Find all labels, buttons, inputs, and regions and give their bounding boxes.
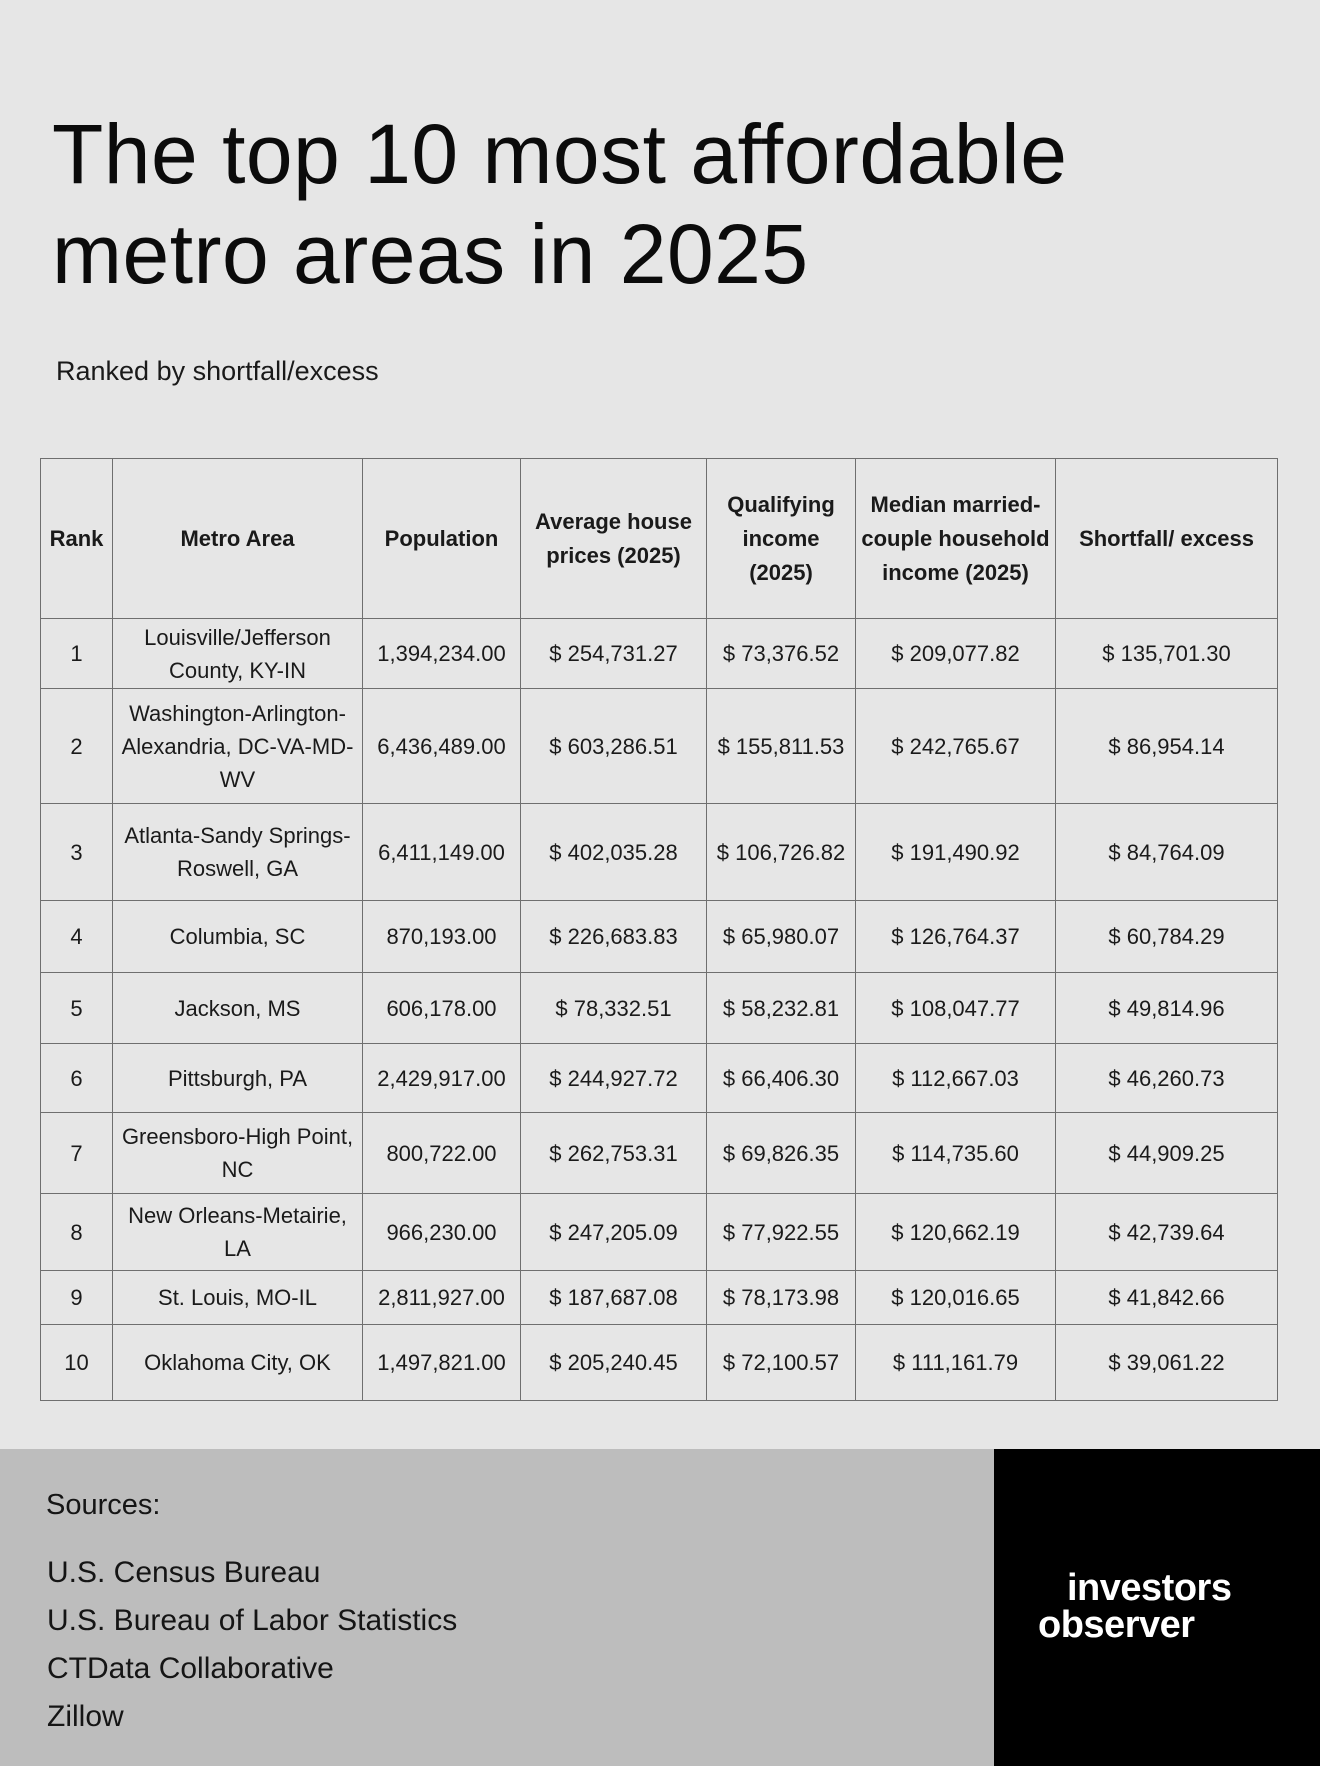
median-income-cell: $ 242,765.67 <box>856 689 1056 804</box>
average-house-price-cell: $ 603,286.51 <box>521 689 707 804</box>
median-income-cell: $ 111,161.79 <box>856 1325 1056 1401</box>
column-header-rank: Rank <box>41 459 113 619</box>
table-row <box>41 973 1278 1044</box>
shortfall-excess-cell: $ 49,814.96 <box>1056 973 1278 1044</box>
table-row <box>41 804 1278 901</box>
column-header-metro-area: Metro Area <box>113 459 363 619</box>
population-cell: 2,429,917.00 <box>363 1044 521 1113</box>
qualifying-income-cell: $ 72,100.57 <box>707 1325 856 1401</box>
shortfall-excess-cell: $ 44,909.25 <box>1056 1113 1278 1194</box>
rank-cell: 1 <box>41 619 113 689</box>
rank-cell: 4 <box>41 901 113 973</box>
metro-area-cell: New Orleans-Metairie, LA <box>113 1194 363 1271</box>
qualifying-income-cell: $ 77,922.55 <box>707 1194 856 1271</box>
average-house-price-cell: $ 205,240.45 <box>521 1325 707 1401</box>
average-house-price-cell: $ 254,731.27 <box>521 619 707 689</box>
qualifying-income-cell: $ 106,726.82 <box>707 804 856 901</box>
page-title <box>52 104 1067 304</box>
average-house-price-cell: $ 262,753.31 <box>521 1113 707 1194</box>
average-house-price-cell: $ 226,683.83 <box>521 901 707 973</box>
rank-cell: 5 <box>41 973 113 1044</box>
metro-area-cell: St. Louis, MO-IL <box>113 1271 363 1325</box>
shortfall-excess-cell: $ 86,954.14 <box>1056 689 1278 804</box>
logo-panel <box>994 1449 1320 1766</box>
rank-cell: 9 <box>41 1271 113 1325</box>
page-subtitle: Ranked by shortfall/excess <box>56 356 379 386</box>
table-row <box>41 1271 1278 1325</box>
rank-cell: 7 <box>41 1113 113 1194</box>
metro-area-cell: Atlanta-Sandy Springs-Roswell, GA <box>113 804 363 901</box>
qualifying-income-cell: $ 58,232.81 <box>707 973 856 1044</box>
median-income-cell: $ 120,016.65 <box>856 1271 1056 1325</box>
metro-area-cell: Oklahoma City, OK <box>113 1325 363 1401</box>
metro-area-cell: Pittsburgh, PA <box>113 1044 363 1113</box>
affordability-table <box>40 458 1278 1401</box>
shortfall-excess-cell: $ 46,260.73 <box>1056 1044 1278 1113</box>
metro-area-cell: Columbia, SC <box>113 901 363 973</box>
population-cell: 606,178.00 <box>363 973 521 1044</box>
table-row <box>41 901 1278 973</box>
table-row <box>41 1044 1278 1113</box>
metro-area-cell: Louisville/Jefferson County, KY-IN <box>113 619 363 689</box>
shortfall-excess-cell: $ 41,842.66 <box>1056 1271 1278 1325</box>
shortfall-excess-cell: $ 60,784.29 <box>1056 901 1278 973</box>
table-row <box>41 1194 1278 1271</box>
median-income-cell: $ 126,764.37 <box>856 901 1056 973</box>
median-income-cell: $ 112,667.03 <box>856 1044 1056 1113</box>
source-item: U.S. Census Bureau <box>47 1556 321 1589</box>
median-income-cell: $ 191,490.92 <box>856 804 1056 901</box>
qualifying-income-cell: $ 155,811.53 <box>707 689 856 804</box>
population-cell: 6,436,489.00 <box>363 689 521 804</box>
population-cell: 6,411,149.00 <box>363 804 521 901</box>
logo-line-1: investors <box>1067 1567 1232 1609</box>
population-cell: 870,193.00 <box>363 901 521 973</box>
table-row <box>41 1325 1278 1401</box>
median-income-cell: $ 108,047.77 <box>856 973 1056 1044</box>
qualifying-income-cell: $ 78,173.98 <box>707 1271 856 1325</box>
population-cell: 800,722.00 <box>363 1113 521 1194</box>
rank-cell: 10 <box>41 1325 113 1401</box>
table-row <box>41 1113 1278 1194</box>
shortfall-excess-cell: $ 42,739.64 <box>1056 1194 1278 1271</box>
qualifying-income-cell: $ 66,406.30 <box>707 1044 856 1113</box>
column-header-average-house-prices: Average house prices (2025) <box>521 459 707 619</box>
median-income-cell: $ 114,735.60 <box>856 1113 1056 1194</box>
logo-line-2: observer <box>1038 1604 1195 1646</box>
population-cell: 966,230.00 <box>363 1194 521 1271</box>
sources-list <box>47 1549 457 1741</box>
table-header-row <box>41 459 1278 619</box>
qualifying-income-cell: $ 65,980.07 <box>707 901 856 973</box>
column-header-qualifying-income: Qualifying income (2025) <box>707 459 856 619</box>
average-house-price-cell: $ 187,687.08 <box>521 1271 707 1325</box>
average-house-price-cell: $ 402,035.28 <box>521 804 707 901</box>
table-row <box>41 619 1278 689</box>
shortfall-excess-cell: $ 84,764.09 <box>1056 804 1278 901</box>
page-title-line-1: The top 10 most affordable <box>52 107 1068 201</box>
median-income-cell: $ 120,662.19 <box>856 1194 1056 1271</box>
qualifying-income-cell: $ 69,826.35 <box>707 1113 856 1194</box>
population-cell: 2,811,927.00 <box>363 1271 521 1325</box>
shortfall-excess-cell: $ 39,061.22 <box>1056 1325 1278 1401</box>
average-house-price-cell: $ 78,332.51 <box>521 973 707 1044</box>
average-house-price-cell: $ 244,927.72 <box>521 1044 707 1113</box>
investors-observer-logo <box>1038 1567 1232 1646</box>
metro-area-cell: Washington-Arlington-Alexandria, DC-VA-MD-WV <box>113 689 363 804</box>
rank-cell: 2 <box>41 689 113 804</box>
rank-cell: 6 <box>41 1044 113 1113</box>
source-item: U.S. Bureau of Labor Statistics <box>47 1604 458 1637</box>
sources-heading: Sources: <box>46 1489 161 1521</box>
rank-cell: 8 <box>41 1194 113 1271</box>
shortfall-excess-cell: $ 135,701.30 <box>1056 619 1278 689</box>
column-header-median-income: Median married-couple household income (2025) <box>856 459 1056 619</box>
population-cell: 1,394,234.00 <box>363 619 521 689</box>
rank-cell: 3 <box>41 804 113 901</box>
qualifying-income-cell: $ 73,376.52 <box>707 619 856 689</box>
metro-area-cell: Greensboro-High Point, NC <box>113 1113 363 1194</box>
population-cell: 1,497,821.00 <box>363 1325 521 1401</box>
page-title-line-2: metro areas in 2025 <box>52 207 809 301</box>
average-house-price-cell: $ 247,205.09 <box>521 1194 707 1271</box>
source-item: CTData Collaborative <box>47 1652 334 1685</box>
metro-area-cell: Jackson, MS <box>113 973 363 1044</box>
table-row <box>41 689 1278 804</box>
sources-panel <box>0 1449 994 1766</box>
median-income-cell: $ 209,077.82 <box>856 619 1056 689</box>
column-header-population: Population <box>363 459 521 619</box>
source-item: Zillow <box>47 1700 124 1733</box>
column-header-shortfall-excess: Shortfall/ excess <box>1056 459 1278 619</box>
